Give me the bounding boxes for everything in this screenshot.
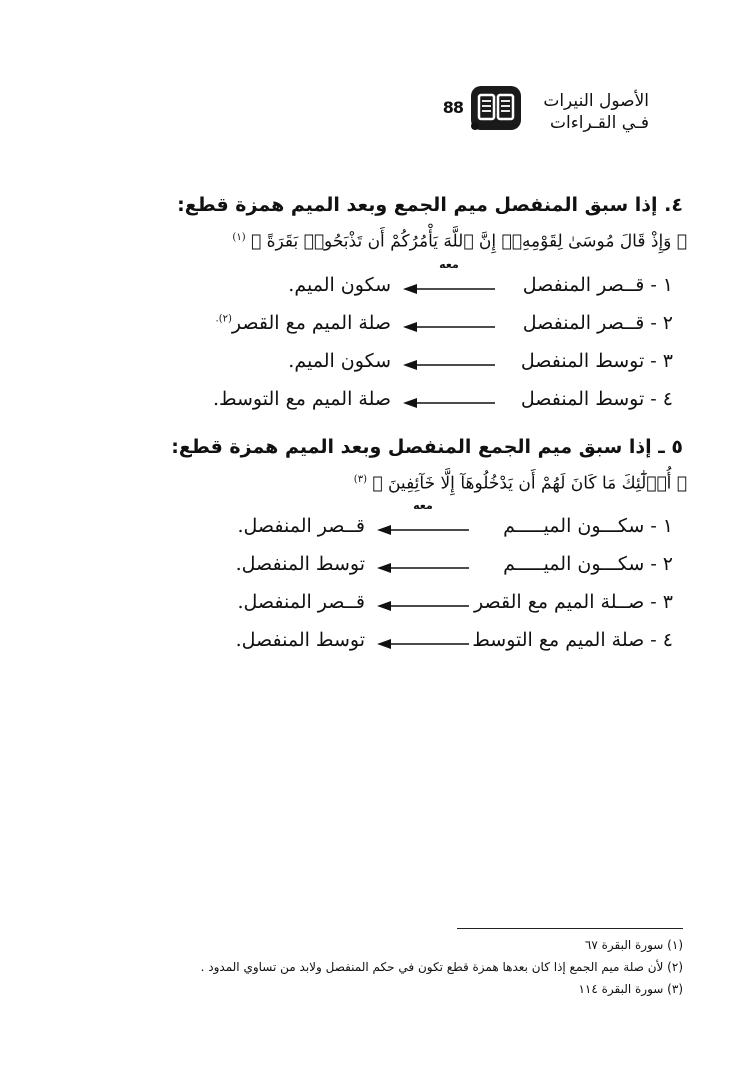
rule-result-text: صلة الميم مع التوسط. (212, 387, 391, 410)
rule-condition: ٤ - توسط المنفصل (520, 387, 673, 410)
rule-condition: ١ - قــصر المنفصل (522, 273, 673, 296)
book-title-line1: الأصول النيرات (543, 91, 649, 111)
quran-verse (67, 466, 687, 498)
rule-result-text: توسط المنفصل. (235, 553, 365, 576)
rule-result (288, 350, 391, 372)
rule-result (213, 388, 391, 410)
quran-verse (67, 224, 687, 256)
rule-result (216, 312, 391, 334)
rule-row (67, 257, 687, 308)
rule-row (67, 499, 687, 549)
rule-result-text: توسط المنفصل. (235, 629, 365, 652)
rule-row (67, 625, 687, 663)
verse-text: ﴿ وَإِذْ قَالَ مُوسَىٰ لِقَوْمِهِۦٓ إِنَّ ٱللَّهَ يَأْمُرُكُمْ أَن تَذْبَحُوا۟ بَقَرَةً ﴾ (251, 231, 687, 252)
rule-condition: ٤ - صلة الميم مع التوسط (472, 629, 673, 652)
rule-row (67, 587, 687, 625)
footnotes (63, 934, 683, 1000)
arrow-left-icon (401, 257, 497, 304)
section-heading: ٥ ـ إذا سبق ميم الجمع المنفصل وبعد الميم همزة قطع: (171, 435, 683, 458)
arrow-note: معه (439, 257, 459, 271)
footnote-item: (١) سورة البقرة ٦٧ (584, 938, 683, 952)
arrow-note: معه (413, 499, 433, 513)
rule-result-text: سكون الميم. (288, 273, 391, 296)
rule-row (67, 549, 687, 587)
arrow-left-icon (375, 629, 471, 659)
rule-result (288, 274, 391, 296)
page-header (89, 84, 649, 144)
rule-result (236, 553, 365, 575)
section-heading: ٤. إذا سبق المنفصل ميم الجمع وبعد الميم همزة قطع: (177, 194, 683, 216)
rule-result-text: قــصر المنفصل. (237, 515, 365, 538)
footnote-item: (٣) سورة البقرة ١١٤ (578, 982, 683, 996)
rule-result (237, 591, 365, 613)
rule-result-text: سكون الميم. (288, 349, 391, 372)
footnote-divider (457, 928, 683, 929)
arrow-left-icon (401, 388, 497, 418)
rule-result (236, 629, 365, 651)
book-title-line2: فـي القـراءات (550, 113, 649, 133)
rule-condition: ٢ - قــصر المنفصل (522, 311, 673, 334)
page-number: 88 (442, 98, 463, 117)
rule-result-text: قــصر المنفصل. (237, 591, 365, 614)
verse-footnote-ref: (١) (232, 232, 246, 243)
rule-row (67, 384, 687, 422)
footnote-item: (٢) لأن صلة ميم الجمع إذا كان بعدها همزة قطع تكون في حكم المنفصل ولابد من تساوي المدود . (200, 960, 683, 974)
book-title (529, 90, 649, 134)
rule-footnote-ref: (٢). (215, 313, 232, 325)
arrow-left-icon (401, 350, 497, 380)
rule-list (67, 257, 687, 422)
section-five (67, 432, 687, 664)
main-content (67, 190, 687, 663)
arrow-left-icon (375, 553, 471, 583)
rule-condition: ٢ - سكـــون الميـــــم (503, 553, 673, 576)
rule-result (237, 515, 365, 537)
arrow-left-icon (401, 312, 497, 342)
rule-condition: ٣ - صــلة الميم مع القصر (474, 591, 673, 614)
rule-row (67, 346, 687, 384)
arrow-left-icon (375, 591, 471, 621)
verse-footnote-ref: (٣) (353, 473, 367, 485)
rule-list (67, 499, 687, 663)
rule-row (67, 308, 687, 346)
verse-text: ﴿ أُو۟لَٰٓئِكَ مَا كَانَ لَهُمْ أَن يَدْخُلُوهَآ إِلَّا خَآئِفِينَ ﴾ (372, 473, 687, 494)
arrow-left-icon (375, 499, 471, 545)
header-dot (471, 122, 479, 130)
rule-condition: ٣ - توسط المنفصل (520, 349, 673, 372)
rule-result-text: صلة الميم مع القصر (231, 311, 391, 334)
rule-condition: ١ - سكـــون الميـــــم (503, 515, 673, 538)
section-four (67, 190, 687, 422)
